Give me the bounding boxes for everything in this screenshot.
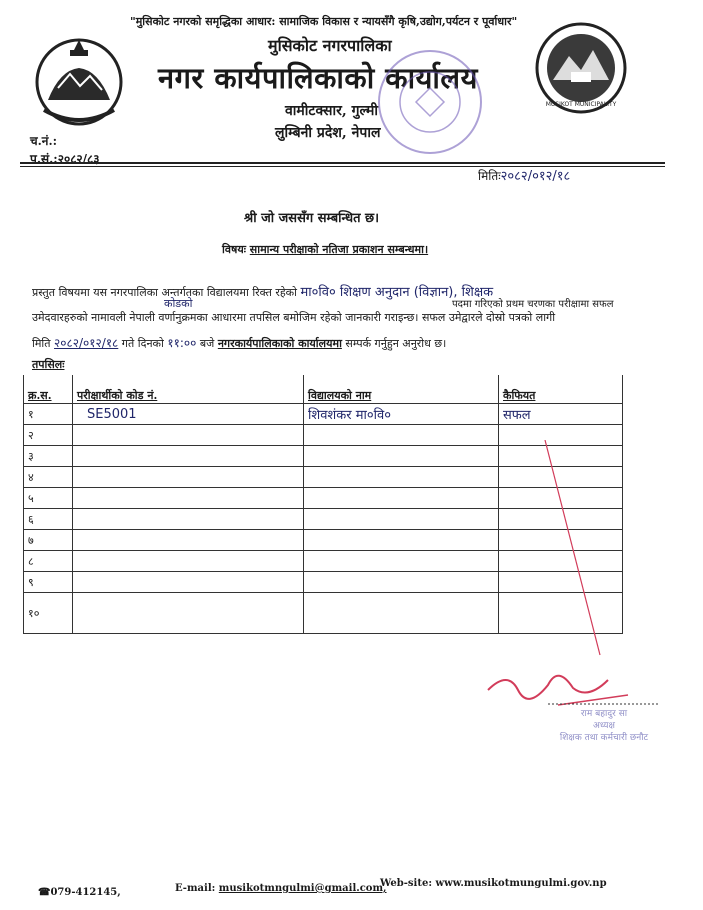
date-value: २०८२/०१२/१८ [500, 169, 571, 184]
school-name [304, 488, 499, 509]
signatory-name: राम बहादुर सा [580, 709, 628, 719]
row-serial: ६ [24, 509, 73, 530]
chalani-number-label: च.नं.: [30, 134, 58, 148]
handwritten-correction: कोडको [164, 297, 193, 310]
school-name [304, 509, 499, 530]
school-name [304, 593, 499, 634]
motto: "मुसिकोट नगरको समृद्धिका आधार: सामाजिक विकास र न्यायसँगै कृषि,उद्योग,पर्यटन र पूर्वाधार" [130, 15, 518, 28]
row-serial: ९ [24, 572, 73, 593]
school-name [304, 467, 499, 488]
office-stamp [378, 50, 482, 154]
details-label: तपसिलः [32, 358, 65, 371]
office-title: नगर कार्यपालिकाको कार्यालय [158, 61, 478, 95]
school-name [304, 530, 499, 551]
contact-office: नगरकार्यपालिकाको कार्यालयमा [217, 337, 342, 350]
municipality-logo-icon [533, 20, 629, 116]
school-name [304, 425, 499, 446]
row-serial: ५ [24, 488, 73, 509]
row-serial: ८ [24, 551, 73, 572]
phone-icon: ☎ [38, 887, 51, 898]
footer-website [380, 878, 607, 889]
nepal-emblem-icon [30, 30, 128, 130]
phone-number: 079-412145, [50, 887, 121, 898]
email-label: E-mail: [175, 883, 216, 894]
header-rule [20, 162, 665, 164]
subject-line [222, 242, 428, 257]
office-stamp-icon [380, 52, 480, 152]
body-line-1 [32, 282, 493, 300]
subject-prefix: विषयः [222, 243, 246, 256]
row-serial: १ [24, 404, 73, 425]
candidate-code [73, 530, 304, 551]
table-header-row [24, 375, 623, 404]
candidate-code [73, 467, 304, 488]
date [478, 166, 570, 184]
address-line-1: वामीटक्सार, गुल्मी [285, 103, 379, 119]
candidate-code [73, 425, 304, 446]
candidate-code [73, 551, 304, 572]
row-serial: ७ [24, 530, 73, 551]
signatory-title: अध्यक्ष [593, 721, 615, 731]
strike-line-icon [500, 440, 660, 670]
body-line-3 [32, 334, 446, 351]
candidate-code [73, 593, 304, 634]
footer-phone [38, 887, 121, 898]
footer-email [175, 883, 387, 894]
body-line-2: उमेदवारहरुको नामावली नेपाली वर्णानुक्रमका आधारमा तपसिल बमोजिम रहेको जानकारी गराइन्छ। सफल उमेद्वारले दोस्रो पत्रको लागी [32, 311, 556, 324]
body-line-3-end: सम्पर्क गर्नुहुन अनुरोध छ। [345, 337, 447, 350]
school-name: शिवशंकर मा०वि० [304, 404, 499, 425]
row-serial: ३ [24, 446, 73, 467]
subject-text: सामान्य परीक्षाको नतिजा प्रकाशन सम्बन्धमा। [249, 243, 429, 256]
body-line-1-end: पदमा गरिएको प्रथम चरणका परीक्षामा सफल [452, 299, 614, 310]
website-label: Web-site: [380, 878, 433, 889]
header-school-name: विद्यालयको नाम [304, 375, 499, 404]
date-label: मितिः [478, 169, 501, 183]
row-serial: १० [24, 593, 73, 634]
header-serial: क्र.स. [24, 375, 73, 404]
remarks: सफल [499, 404, 623, 425]
candidate-code [73, 446, 304, 467]
patra-sankhya: प.सं.:२०८२/८३ [30, 152, 100, 166]
table-row [24, 404, 623, 425]
post-handwritten: मा०वि० शिक्षण अनुदान (विज्ञान), शिक्षक [300, 285, 494, 300]
school-name [304, 446, 499, 467]
contact-time: ११:०० [167, 336, 197, 350]
address-line-2: लुम्बिनी प्रदेश, नेपाल [275, 125, 381, 141]
candidate-code [73, 572, 304, 593]
body-line-3-baje: बजे [199, 337, 215, 350]
school-name [304, 572, 499, 593]
school-name [304, 551, 499, 572]
row-serial: ४ [24, 467, 73, 488]
body-line-1-start: प्रस्तुत विषयमा यस नगरपालिका अन्तर्गतका विद्यालयमा रिक्त रहेको [32, 286, 297, 299]
body-line-3-gate: गते दिनको [121, 337, 164, 350]
salutation: श्री जो जससँग सम्बन्धित छ। [244, 211, 380, 226]
header-candidate-code: परीक्षार्थीको कोड नं. [73, 375, 304, 404]
signature-stamp [534, 708, 674, 744]
email-link[interactable]: musikotmngulmi@gmail.com, [218, 883, 387, 894]
signatory-body: शिक्षक तथा कर्मचारी छनौट [559, 733, 649, 743]
contact-date: २०८२/०१२/१८ [54, 336, 119, 350]
website-link[interactable]: www.musikotmungulmi.gov.np [435, 878, 607, 889]
body-line-3-start: मिति [32, 337, 51, 350]
candidate-code [73, 488, 304, 509]
candidate-code: SE5001 [73, 404, 304, 425]
municipality-name: मुसिकोट नगरपालिका [268, 36, 392, 55]
svg-text:MUSIKOT MUNICIPALITY: MUSIKOT MUNICIPALITY [545, 101, 617, 108]
candidate-code [73, 509, 304, 530]
row-serial: २ [24, 425, 73, 446]
header-remarks: कैफियत [499, 375, 623, 404]
